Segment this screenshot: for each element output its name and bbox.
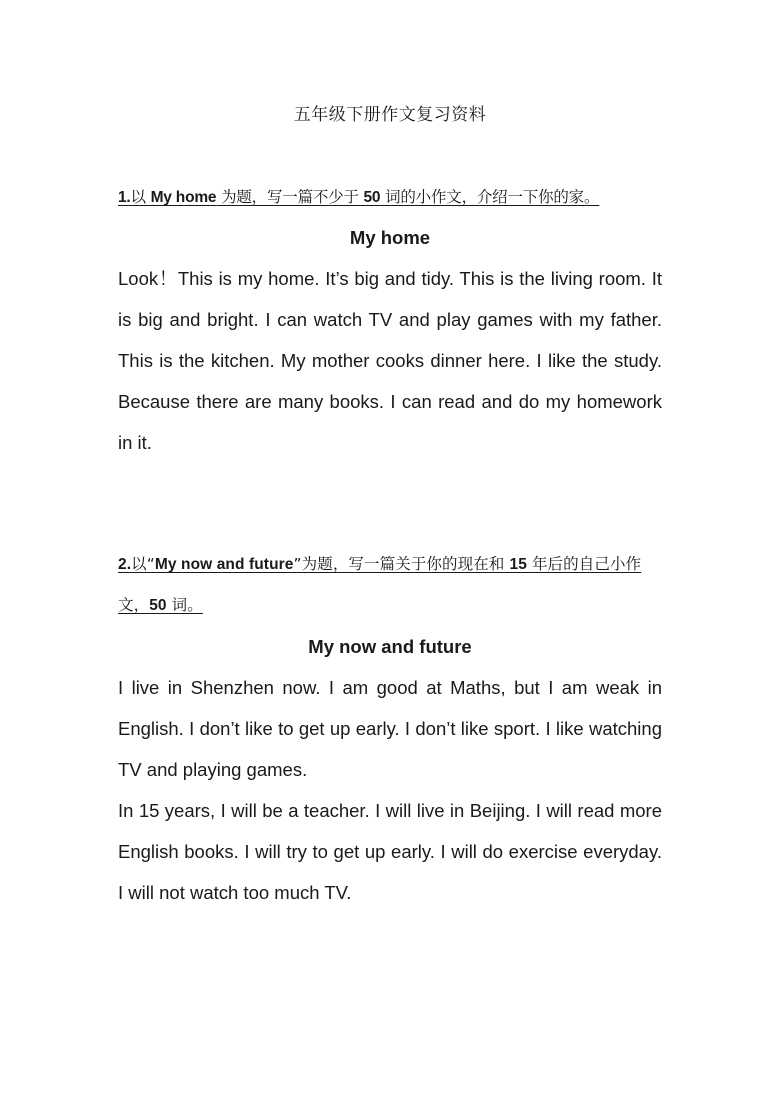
prompt-2-topic: My now and future [154, 556, 294, 573]
prompt-2-mid2: 年后的自己小作文， [118, 555, 642, 614]
essay-2-paragraph-2: In 15 years, I will be a teacher. I will live in Beijing. I will read more English books. I will try to get up early. I will do exercise everyday. I will not watch too much TV. [118, 800, 662, 903]
prompt-1-topic: My home [150, 189, 217, 206]
prompt-1-post: 词的小作文，介绍一下你的家。 [380, 188, 600, 206]
essay-1-title: My home [349, 227, 431, 248]
document-title: 五年级下册作文复习资料 [293, 105, 487, 125]
prompt-1-word-count: 50 [363, 189, 381, 206]
prompt-1-mid: 为题，写一篇不少于 [216, 188, 364, 206]
essay-1-body: Look！This is my home. It’s big and tidy. This is the living room. It is big and bright. I can watch TV and play games with my father. This is the kitchen. My mother cooks dinner here. I like the study. Because there are many books. I can read and do my homework in it. [118, 268, 662, 453]
prompt-2 [118, 544, 662, 626]
prompt-2-number: 2. [118, 556, 132, 573]
prompt-2-post: 词。 [166, 596, 203, 614]
prompt-1 [118, 177, 662, 218]
essay-2-title: My now and future [308, 636, 472, 657]
prompt-2-word-count: 50 [149, 597, 167, 614]
prompt-1-pre: 以 [130, 188, 151, 206]
prompt-2-mid: ”为题，写一篇关于你的现在和 [293, 555, 510, 573]
prompt-2-years: 15 [509, 556, 527, 573]
essay-2-paragraph-1: I live in Shenzhen now. I am good at Maths, but I am weak in English. I don’t like to get up early. I don’t like sport. I like watching TV and playing games. [118, 677, 662, 780]
prompt-2-pre: 以“ [131, 555, 155, 573]
prompt-1-number: 1. [118, 189, 131, 206]
